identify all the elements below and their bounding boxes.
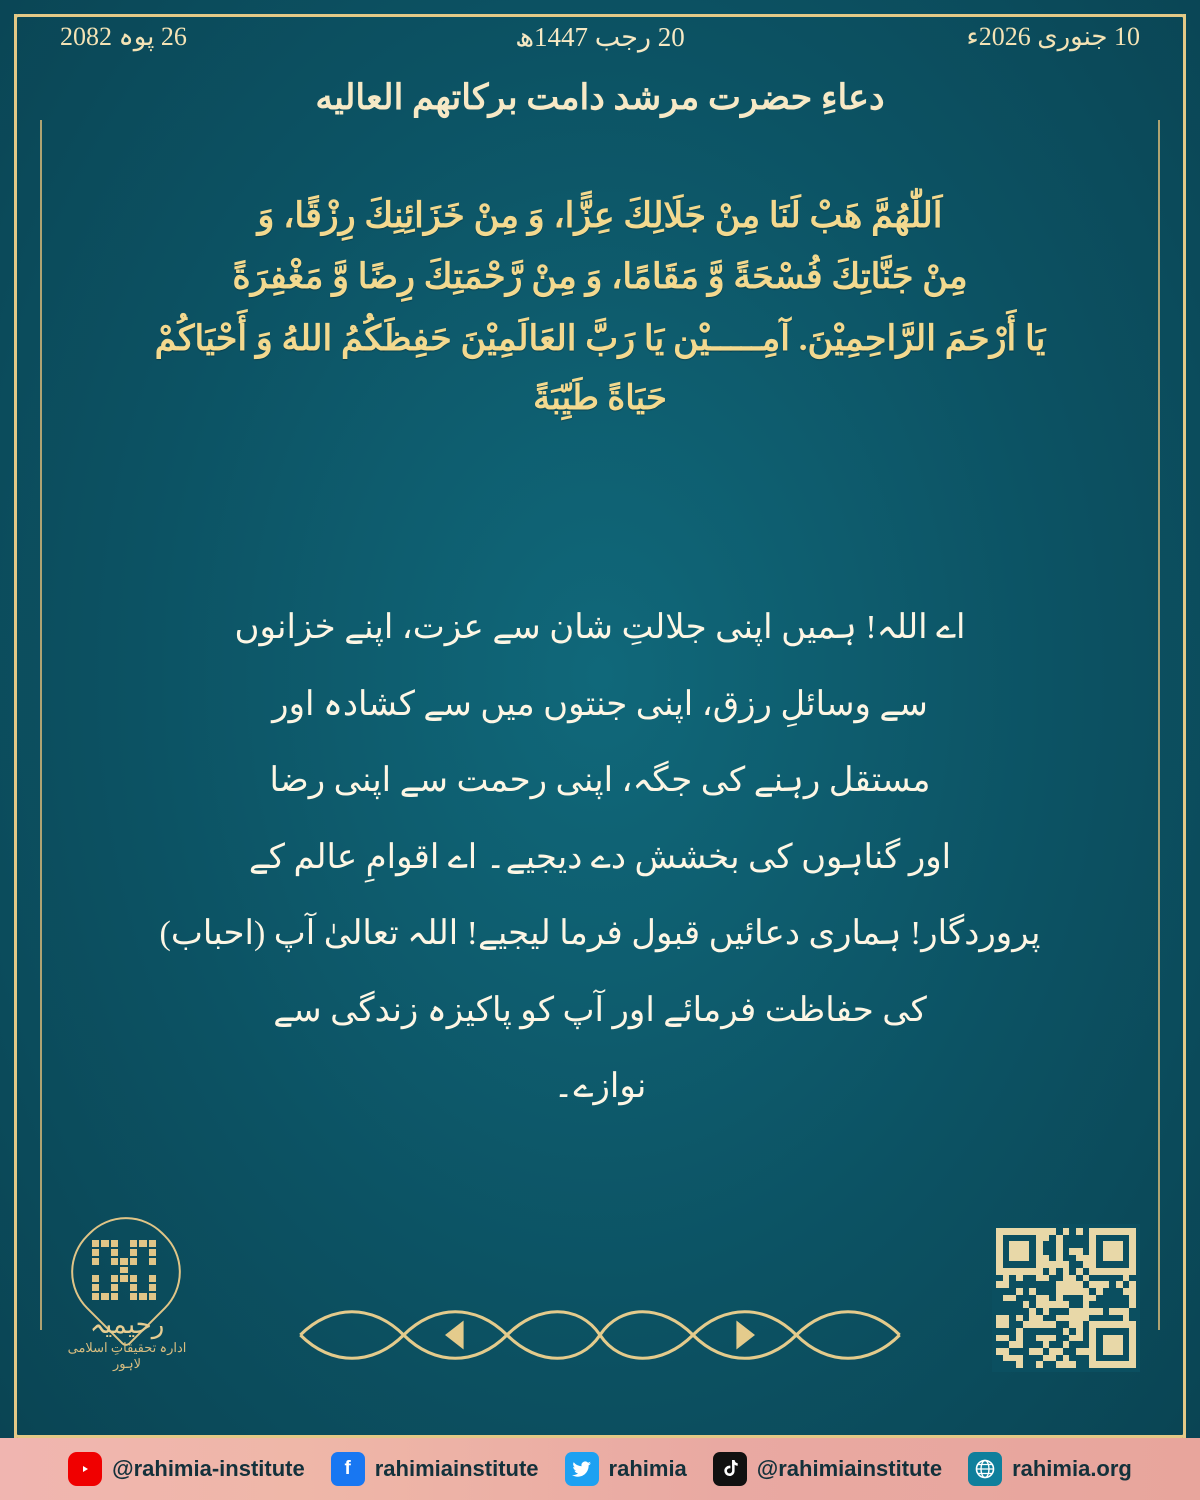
youtube-icon [68,1452,102,1486]
logo-kufic-pattern [92,1240,156,1300]
facebook-icon: f [331,1452,365,1486]
logo-name: رحیمیہ [89,1310,165,1339]
social-handle: rahimia.org [1012,1456,1132,1481]
qr-code[interactable] [992,1224,1140,1372]
frame-right-line [1183,14,1186,1438]
urdu-line: اور گناہوں کی بخشش دے دیجیے۔ اے اقوامِ عالم کے [248,838,952,876]
frame-inner-right-line [1158,120,1160,1330]
twitter-icon [565,1452,599,1486]
rahimia-logo [64,1218,190,1371]
urdu-translation-block [90,590,1110,1126]
frame-inner-left-line [40,120,42,1330]
social-link-tiktok[interactable] [713,1452,942,1486]
social-link-website[interactable] [968,1452,1132,1486]
urdu-line: مستقل رہنے کی جگہ، اپنی رحمت سے اپنی رضا [269,762,931,799]
header-dates [60,22,1140,52]
urdu-line: سے وسائلِ رزق، اپنی جنتوں میں سے کشادہ اور [272,685,928,723]
urdu-line: نوازے۔ [553,1068,647,1105]
social-link-youtube[interactable] [68,1452,305,1486]
arabic-line: اَللّٰهُمَّ هَبْ لَنَا مِنْ جَلَالِكَ عِزًّا، وَ مِنْ خَزَائِنِكَ رِزْقًا، وَ [257,196,943,235]
social-link-facebook[interactable] [331,1452,539,1486]
frame-left-line [14,14,17,1438]
local-date: 26 پوہ 2082 [60,22,187,51]
ornamental-divider [290,1298,910,1372]
hijri-date: 20 رجب 1447ھ [515,22,685,52]
arabic-line: مِنْ جَنَّاتِكَ فُسْحَةً وَّ مَقَامًا، وَ مِنْ رَّحْمَتِكَ رِضًا وَّ مَغْفِرَةً [232,257,968,297]
gregorian-date: 10 جنوری 2026ء [966,22,1140,51]
social-handle: rahimiainstitute [374,1456,539,1481]
website-icon [968,1452,1002,1486]
page-title: دعاءِ حضرت مرشد دامت بركاتهم العاليه [315,78,885,117]
arabic-line: يَا أَرْحَمَ الرَّاحِمِيْنَ. آمِـــــيْن يَا رَبَّ العَالَمِيْنَ حَفِظَكُمُ اللهُ وَ أَحْيَاكُمْ [154,318,1046,358]
social-handle: @rahimia-institute [112,1456,305,1481]
social-handle: @rahimiainstitute [756,1456,943,1481]
social-link-twitter[interactable] [565,1452,687,1486]
urdu-line: کی حفاظت فرمائے اور آپ کو پاکیزہ زندگی سے [273,991,927,1029]
social-handle: rahimia [608,1456,687,1481]
urdu-line: اے اللہ! ہمیں اپنی جلالتِ شان سے عزت، اپنے خزانوں [234,609,966,646]
frame-top-line [40,14,1160,17]
social-footer [0,1438,1200,1500]
urdu-line: پروردگار! ہماری دعائیں قبول فرما لیجیے! اللہ تعالیٰ آپ (احباب) [159,915,1041,952]
logo-subtitle: ادارہ تحقیقاتِ اسلامی لاہور [67,1340,187,1371]
arabic-dua-block [110,185,1090,428]
arabic-line: حَيَاةً طَيِّبَةً [533,379,667,417]
tiktok-icon [713,1452,747,1486]
